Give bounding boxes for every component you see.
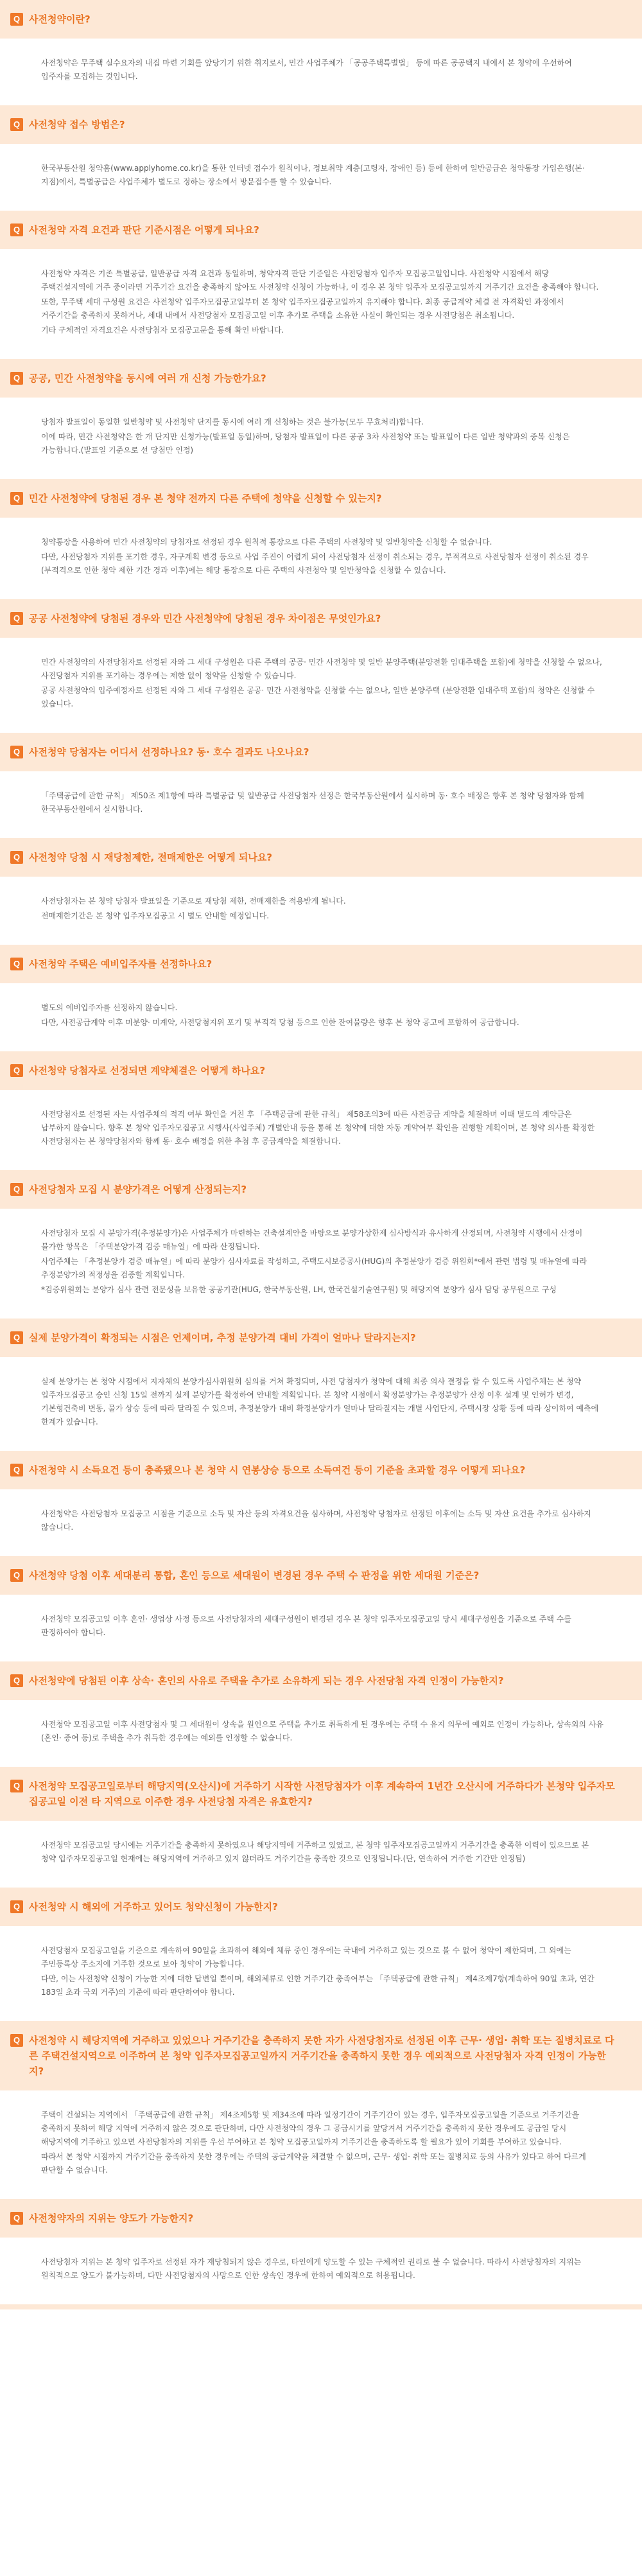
faq-item	[0, 1051, 642, 1170]
faq-question-bar[interactable]	[0, 945, 642, 983]
faq-answer	[0, 1209, 642, 1319]
faq-answer-paragraph: 다만, 이는 사전청약 신청이 가능한 지에 대한 답변일 뿐이며, 해외체류로 인한 거주기간 충족여부는 「주택공급에 관한 규칙」 제4조제7항(계속하여 90일 초과, 연간 183일 초과 국외 거주)의 기준에 따라 판단하여야 합니다.	[41, 1974, 594, 1997]
faq-question-bar[interactable]	[0, 2199, 642, 2238]
faq-question: 사전청약 당첨자는 어디서 선정하나요? 동· 호수 결과도 나오나요?	[29, 746, 309, 758]
faq-answer-paragraph: 전매제한기간은 본 청약 입주자모집공고 시 별도 안내할 예정입니다.	[41, 911, 270, 920]
faq-question: 사전당첨자 모집 시 분양가격은 어떻게 산정되는지?	[29, 1184, 247, 1195]
faq-item	[0, 479, 642, 599]
faq-question-bar[interactable]	[0, 479, 642, 518]
faq-answer	[0, 1821, 642, 1888]
faq-item	[0, 359, 642, 479]
faq-question-bar[interactable]	[0, 1661, 642, 1700]
faq-answer	[0, 771, 642, 838]
question-icon: Q	[10, 13, 23, 26]
question-icon: Q	[10, 1780, 23, 1792]
faq-item	[0, 945, 642, 1051]
faq-answer	[0, 1700, 642, 1767]
faq-answer	[0, 39, 642, 105]
faq-answer-paragraph: 주택이 건설되는 지역에서 「주택공급에 관한 규칙」 제4조제5항 및 제34조에 따라 일정기간이 거주기간이 있는 경우, 입주자모집공고일을 기준으로 거주기간을 충족하지 못하여 해당 지역에 거주하지 않은 것으로 판단하며, 다만 사전청약의 경우 그 공급시기를 앞당겨서 거주기간을 충족하지 못한 경우에도 공급일 당시 해당지역에 거주하고 있으면 사전당첨자의 지위를 우선 부여하고 본 청약 모집공고일까지 거주기간을 충족하도록 할 필요가 있어 기회를 부여하고 있습니다.	[41, 2110, 580, 2146]
faq-answer-paragraph: 사전청약 모집공고일 당시에는 거주기간을 충족하지 못하였으나 해당지역에 거주하고 있었고, 본 청약 입주자모집공고일까지 거주기간을 충족한 이력이 있으므로 본 청약 입주자모집공고일 현재에는 해당지역에 거주하고 있지 않더라도 거주기간을 충족한 것으로 인정됩니다.(단, 연속하여 거주한 기간만 인정됨)	[41, 1841, 589, 1863]
faq-answer-paragraph: 사전청약은 사전당첨자 모집공고 시점을 기준으로 소득 및 자산 등의 자격요건을 심사하며, 사전청약 당첨자로 선정된 이후에는 소득 및 자산 요건을 추가로 심사하지 않습니다.	[41, 1509, 591, 1532]
question-icon: Q	[10, 746, 23, 758]
faq-question-bar[interactable]	[0, 599, 642, 638]
question-icon: Q	[10, 2212, 23, 2225]
faq-question: 실제 분양가격이 확정되는 시점은 언제이며, 추정 분양가격 대비 가격이 얼마나 달라지는지?	[29, 1332, 416, 1344]
faq-answer	[0, 518, 642, 599]
faq-item	[0, 1319, 642, 1451]
faq-answer-paragraph: 사전청약 자격은 기존 특별공급, 일반공급 자격 요건과 동일하며, 청약자격 판단 기준일은 사전당첨자 입주자 모집공고일입니다. 사전청약 시점에서 해당 주택건설지역에 거주 중이라면 거주기간 요건을 충족하지 않아도 사전청약 신청이 가능하나, 이 경우 본 청약 입주자 모집공고일까지 거주기간 요건을 충족해야 합니다.	[41, 269, 599, 292]
faq-answer-paragraph: 사전당첨자 모집 시 분양가격(추정분양가)은 사업주체가 마련하는 건축설계안을 바탕으로 분양가상한제 심사방식과 유사하게 산정되며, 사전청약 시행에서 산정이 불가한 항목은 「주택분양가격 검증 매뉴얼」에 따라 산정됩니다.	[41, 1229, 583, 1251]
faq-item	[0, 0, 642, 105]
faq-answer-paragraph: 실제 분양가는 본 청약 시점에서 지자체의 분양가심사위원회 심의를 거쳐 확정되며, 사전 당첨자가 청약에 대해 최종 의사 결정을 할 수 있도록 사업주체는 본 청약 입주자모집공고 승인 신청 15일 전까지 실제 분양가를 확정하여 안내할 계획입니다. 본 청약 시점에서 확정분양가는 추정분양가 산정 이후 설계 및 인허가 변경, 기본형건축비 변동, 물가 상승 등에 따라 달라질 수 있으며, 추정분양가 대비 확정분양가가 얼마나 달라질지는 개별 사업단지, 주택시장 상황 등에 따라 상이하여 예측에 한계가 있습니다.	[41, 1377, 599, 1426]
faq-item	[0, 733, 642, 838]
faq-question: 사전청약 시 소득요건 등이 충족됐으나 본 청약 시 연봉상승 등으로 소득여건 등이 기준을 초과할 경우 어떻게 되나요?	[29, 1464, 526, 1476]
faq-answer-paragraph: 또한, 무주택 세대 구성원 요건은 사전청약 입주자모집공고일부터 본 청약 입주자모집공고일까지 유지해야 합니다. 최종 공급계약 체결 전 자격확인 과정에서 거주기간을 충족하지 못하거나, 세대 내에서 사전당첨자 모집공고일 이후 추가로 주택을 소유한 사실이 확인되는 경우 사전당첨은 취소됩니다.	[41, 297, 564, 320]
faq-answer-paragraph: 사전당첨자 모집공고일을 기준으로 계속하여 90일을 초과하여 해외에 체류 중인 경우에는 국내에 거주하고 있는 것으로 볼 수 없어 청약이 제한되며, 그 외에는 주민등록상 주소지에 거주한 것으로 보아 청약이 가능합니다.	[41, 1946, 571, 1968]
faq-question: 민간 사전청약에 당첨된 경우 본 청약 전까지 다른 주택에 청약을 신청할 수 있는지?	[29, 493, 382, 504]
question-icon: Q	[10, 958, 23, 970]
faq-question-bar[interactable]	[0, 1319, 642, 1357]
faq-answer	[0, 398, 642, 479]
faq-question-bar[interactable]	[0, 733, 642, 771]
faq-question-bar[interactable]	[0, 1556, 642, 1595]
faq-answer-paragraph: 청약통장을 사용하여 민간 사전청약의 당첨자로 선정된 경우 원칙적 통장으로 다른 주택의 사전청약 및 일반청약을 신청할 수 없습니다.	[41, 538, 492, 547]
faq-item	[0, 2021, 642, 2199]
faq-item	[0, 1556, 642, 1661]
faq-question: 사전청약 당첨자로 선정되면 계약체결은 어떻게 하나요?	[29, 1065, 266, 1076]
faq-item	[0, 105, 642, 211]
faq-answer	[0, 1926, 642, 2021]
faq-question: 사전청약 모집공고일로부터 해당지역(오산시)에 거주하기 시작한 사전당첨자가 이후 계속하여 1년간 오산시에 거주하다가 본청약 입주자모집공고일 이전 타 지역으로 이주한 경우 사전당첨 자격은 유효한지?	[29, 1780, 615, 1807]
question-icon: Q	[10, 1464, 23, 1476]
faq-question-bar[interactable]	[0, 211, 642, 249]
question-icon: Q	[10, 223, 23, 236]
bottom-bar	[0, 2304, 642, 2309]
faq-item	[0, 1888, 642, 2021]
faq-answer-paragraph: 사전청약 모집공고일 이후 사전당첨자 및 그 세대원이 상속을 원인으로 주택을 추가로 취득하게 된 경우에는 주택 수 유지 의무에 예외로 인정이 가능하나, 상속외의 사유(혼인· 증여 등)로 주택을 추가 취득한 경우에는 예외를 인정할 수 없습니다.	[41, 1720, 603, 1742]
faq-answer-paragraph: 민간 사전청약의 사전당첨자로 선정된 자와 그 세대 구성원은 다른 주택의 공공· 민간 사전청약 및 일반 분양주택(분양전환 임대주택을 포함)에 청약을 신청할 수 없으나, 사전당첨자 지위를 포기하는 경우에는 제한 없이 청약을 신청할 수 있습니다.	[41, 658, 602, 680]
faq-question-bar[interactable]	[0, 838, 642, 877]
faq-item	[0, 838, 642, 945]
faq-question-bar[interactable]	[0, 1888, 642, 1926]
faq-question-bar[interactable]	[0, 0, 642, 39]
question-icon: Q	[10, 1569, 23, 1582]
faq-question: 공공 사전청약에 당첨된 경우와 민간 사전청약에 당첨된 경우 차이점은 무엇인가요?	[29, 613, 381, 624]
faq-answer-paragraph: 이에 따라, 민간 사전청약은 한 개 단지만 신청가능(발표일 동일)하며, 당첨자 발표일이 다른 공공 3차 사전청약 또는 발표일이 다른 일반 청약과의 중복 신청은 가능합니다.(발표일 기준으로 선 당첨만 인정)	[41, 432, 570, 455]
faq-answer-paragraph: 공공 사전청약의 입주예정자로 선정된 자와 그 세대 구성원은 공공· 민간 사전청약을 신청할 수는 없으나, 일반 분양주택 (분양전환 임대주택 포함)의 청약은 신청할 수 있습니다.	[41, 686, 595, 708]
faq-question: 사전청약 자격 요건과 판단 기준시점은 어떻게 되나요?	[29, 224, 259, 236]
faq-answer-paragraph: 「주택공급에 관한 규칙」 제50조 제1항에 따라 특별공급 및 일반공급 사전당첨자 선정은 한국부동산원에서 실시하며 동· 호수 배정은 향후 본 청약 당첨자와 함께 한국부동산원에서 실시합니다.	[41, 791, 584, 814]
faq-question: 사전청약자의 지위는 양도가 가능한지?	[29, 2212, 194, 2224]
faq-question: 사전청약에 당첨된 이후 상속· 혼인의 사유로 주택을 추가로 소유하게 되는 경우 사전당첨 자격 인정이 가능한지?	[29, 1675, 504, 1687]
faq-item	[0, 1170, 642, 1319]
faq-question-bar[interactable]	[0, 1451, 642, 1489]
faq-item	[0, 1661, 642, 1767]
faq-item	[0, 599, 642, 733]
faq-item	[0, 1451, 642, 1556]
faq-answer	[0, 1090, 642, 1170]
question-icon: Q	[10, 2034, 23, 2047]
faq-answer	[0, 2238, 642, 2304]
question-icon: Q	[10, 612, 23, 625]
faq-question: 사전청약 시 해외에 거주하고 있어도 청약신청이 가능한지?	[29, 1901, 278, 1913]
faq-answer	[0, 249, 642, 359]
faq-question: 사전청약 당첨 시 재당첨제한, 전매제한은 어떻게 되나요?	[29, 852, 273, 863]
faq-answer	[0, 877, 642, 945]
faq-question: 사전청약 시 해당지역에 거주하고 있었으나 거주기간을 충족하지 못한 자가 사전당첨자로 선정된 이후 근무· 생업· 취학 또는 질병치료로 다른 주택건설지역으로 이주하여 본 청약 입주자모집공고일까지 거주기간을 충족하지 못한 경우 예외적으로 사전당첨자 자격 인정이 가능한지?	[29, 2035, 614, 2077]
faq-answer-paragraph: 다만, 사전공급계약 이후 미분양· 미계약, 사전당첨지위 포기 및 부적격 당첨 등으로 인한 잔여물량은 향후 본 청약 공고에 포함하여 공급합니다.	[41, 1018, 519, 1027]
question-icon: Q	[10, 1900, 23, 1913]
faq-answer	[0, 1595, 642, 1661]
faq-answer-paragraph: 당첨자 발표일이 동일한 일반청약 및 사전청약 단지를 동시에 여러 개 신청하는 것은 불가능(모두 무효처리)합니다.	[41, 417, 424, 426]
question-icon: Q	[10, 1331, 23, 1344]
question-icon: Q	[10, 1674, 23, 1687]
faq-question: 사전청약이란?	[29, 13, 91, 25]
faq-answer	[0, 1357, 642, 1451]
faq-answer	[0, 638, 642, 733]
faq-question: 사전청약 주택은 예비입주자를 선정하나요?	[29, 958, 213, 970]
faq-item	[0, 1767, 642, 1888]
faq-answer-paragraph: 사전당첨자 지위는 본 청약 입주자로 선정된 자가 재당첨되지 않은 경우로, 타인에게 양도할 수 있는 구체적인 권리로 볼 수 없습니다. 따라서 사전당첨자의 지위는 원칙적으로 양도가 불가능하며, 다만 사전당첨자의 사망으로 인한 상속인 경우에 한하여 예외적으로 허용됩니다.	[41, 2257, 582, 2280]
question-icon: Q	[10, 1064, 23, 1077]
faq-item	[0, 2199, 642, 2304]
question-icon: Q	[10, 118, 23, 131]
faq-item	[0, 211, 642, 359]
faq-question-bar[interactable]	[0, 2021, 642, 2090]
faq-question-bar[interactable]	[0, 1767, 642, 1821]
faq-answer-paragraph: 사전청약 모집공고일 이후 혼인· 생업상 사정 등으로 사전당첨자의 세대구성원이 변경된 경우 본 청약 입주자모집공고일 당시 세대구성원을 기준으로 주택 수를 판정하여야 합니다.	[41, 1615, 571, 1637]
faq-question-bar[interactable]	[0, 105, 642, 144]
faq-question: 공공, 민간 사전청약을 동시에 여러 개 신청 가능한가요?	[29, 372, 266, 384]
faq-answer-paragraph: 사업주체는 「추정분양가 검증 매뉴얼」에 따라 분양가 심사자료를 작성하고, 주택도시보증공사(HUG)의 추정분양가 검증 위원회*에서 관련 법령 및 매뉴얼에 따라 추정분양가의 적정성을 검증할 계획입니다.	[41, 1257, 587, 1279]
faq-answer-paragraph: 기타 구체적인 자격요건은 사전당첨자 모집공고문을 통해 확인 바랍니다.	[41, 326, 284, 335]
question-icon: Q	[10, 372, 23, 385]
faq-answer-paragraph: 다만, 사전당첨자 지위를 포기한 경우, 자구계획 변경 등으로 사업 주진이 어렵게 되어 사전당첨자 선정이 취소되는 경우, 부적격으로 사전당첨자 선정이 취소된 경우(부적격으로 인한 청약 제한 기간 경과 이후)에는 해당 통장으로 다른 주택의 사전청약 및 일반청약을 신청할 수 있습니다.	[41, 552, 589, 575]
faq-answer	[0, 983, 642, 1051]
faq-answer-paragraph: 사전당첨자로 선정된 자는 사업주체의 적격 여부 확인을 거친 후 「주택공급에 관한 규칙」 제58조의3에 따른 사전공급 계약을 체결하며 이때 별도의 계약금은 납부하지 않습니다. 향후 본 청약 입주자모집공고 시행사(사업주체) 개별안내 등을 통해 본 청약에 대한 자동 계약여부 확인을 진행할 계획이며, 본 청약 의사를 확정한 사전당첨자는 본 청약당첨자와 함께 동· 호수 배정을 위한 추첨 후 공급계약을 체결합니다.	[41, 1110, 595, 1146]
faq-answer	[0, 2090, 642, 2199]
faq-answer	[0, 1489, 642, 1556]
faq-question-bar[interactable]	[0, 1051, 642, 1090]
question-icon: Q	[10, 492, 23, 505]
faq-answer-paragraph: 따라서 본 청약 시점까지 거주기간을 충족하지 못한 경우에는 주택의 공급계약을 체결할 수 없으며, 근무· 생업· 취학 또는 질병치료 등의 사유가 있다고 하여 다르게 판단할 수 없습니다.	[41, 2152, 586, 2175]
faq-question-bar[interactable]	[0, 359, 642, 398]
question-icon: Q	[10, 1183, 23, 1196]
faq-question: 사전청약 접수 방법은?	[29, 119, 125, 130]
faq-answer-paragraph: 사전청약은 무주택 실수요자의 내집 마련 기회를 앞당기기 위한 취지로서, 민간 사업주체가 「공공주택특별법」 등에 따른 공공택지 내에서 본 청약에 우선하여 입주자를 모집하는 것입니다.	[41, 58, 572, 81]
faq-answer-paragraph: 한국부동산원 청약홈(www.applyhome.co.kr)을 통한 인터넷 접수가 원칙이나, 정보취약 계층(고령자, 장애인 등) 등에 한하여 일반공급은 청약통장 가입은행(본· 지점)에서, 특별공급은 사업주체가 별도로 정하는 장소에서 방문접수를 할 수 있습니다.	[41, 164, 585, 186]
faq-answer-paragraph: 별도의 예비입주자를 선정하지 않습니다.	[41, 1003, 178, 1012]
question-icon: Q	[10, 851, 23, 864]
faq-answer	[0, 144, 642, 211]
faq-question-bar[interactable]	[0, 1170, 642, 1209]
faq-question: 사전청약 당첨 이후 세대분리 통합, 혼인 등으로 세대원이 변경된 경우 주택 수 판정을 위한 세대원 기준은?	[29, 1570, 480, 1581]
faq-answer-paragraph: *검증위원회는 분양가 심사 관련 전문성을 보유한 공공기관(HUG, 한국부동산원, LH, 한국건설기술연구원) 및 해당지역 분양가 심사 담당 공무원으로 구성	[41, 1285, 557, 1294]
faq-answer-paragraph: 사전당첨자는 본 청약 당첨자 발표일을 기준으로 재당첨 제한, 전매제한을 적용받게 됩니다.	[41, 897, 346, 906]
